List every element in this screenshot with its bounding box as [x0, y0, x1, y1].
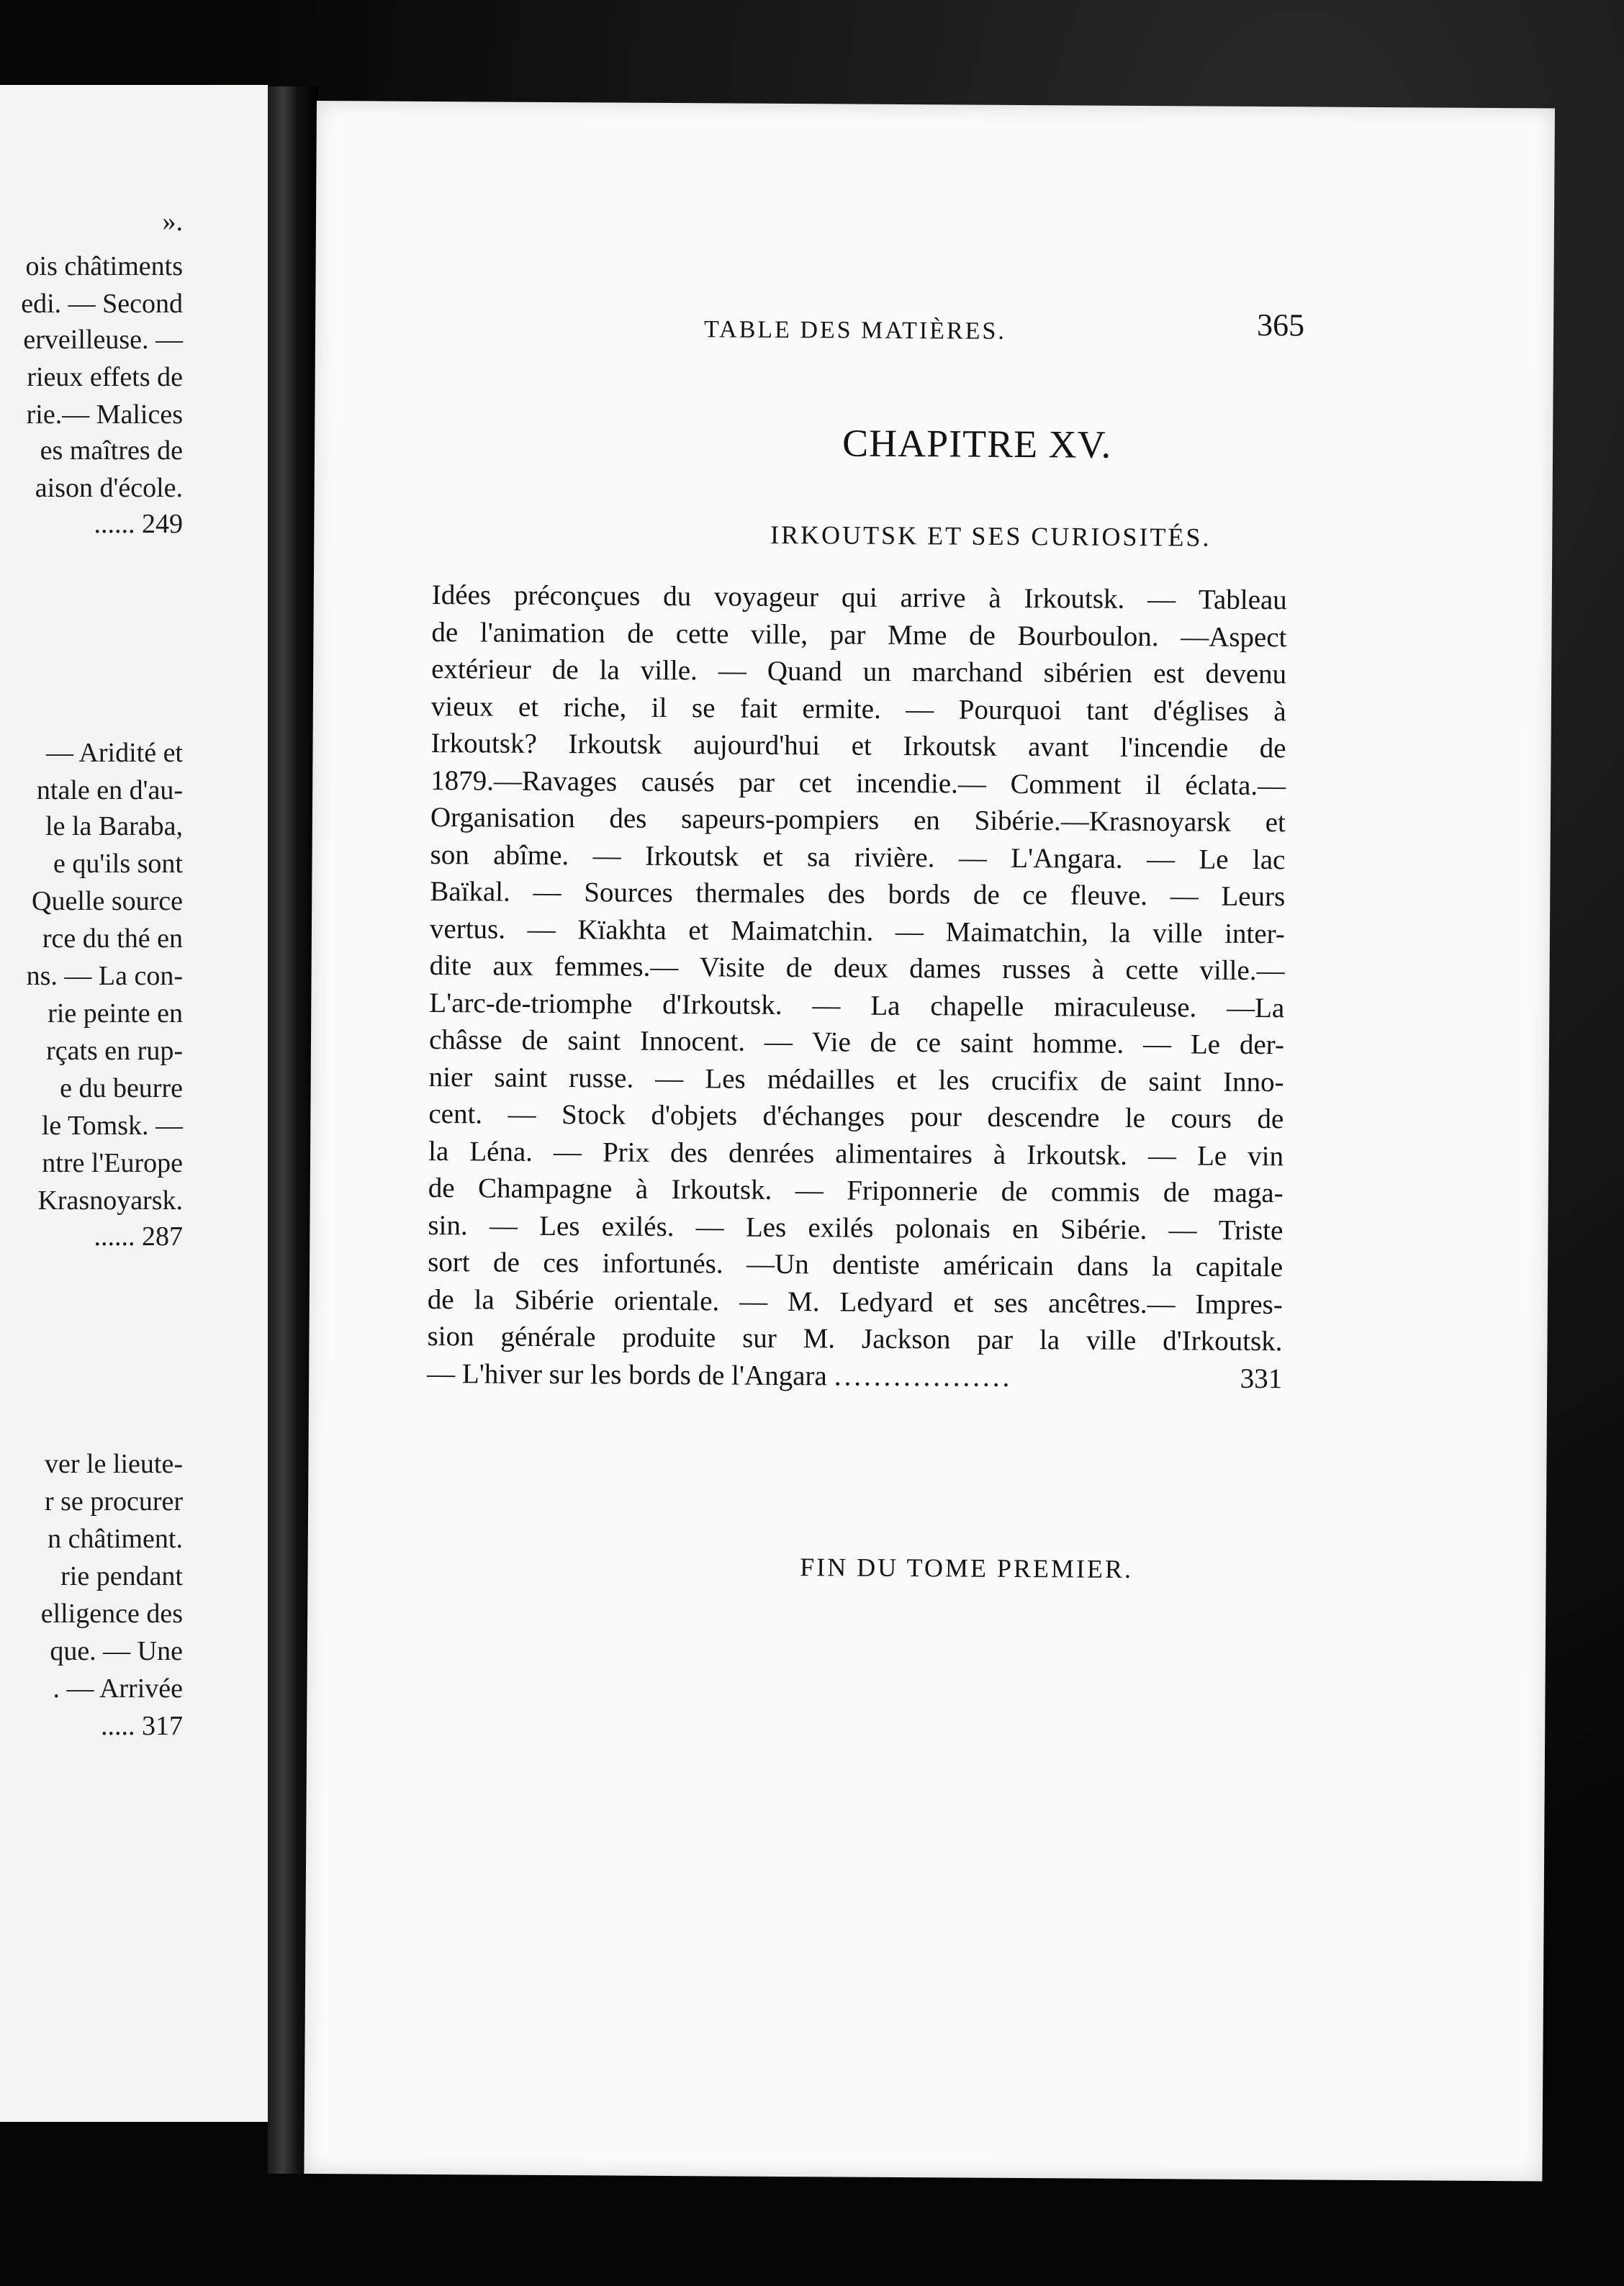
summary-word: extérieur: [431, 653, 531, 685]
summary-word: —: [508, 1098, 536, 1130]
summary-word: ermite.: [802, 692, 881, 725]
summary-word: —La: [1226, 992, 1285, 1024]
summary-word: La: [870, 990, 901, 1021]
summary-word: Les: [539, 1210, 580, 1242]
summary-word: Visite: [699, 952, 765, 983]
summary-word: Leurs: [1221, 880, 1286, 913]
summary-word: il: [1145, 769, 1161, 800]
summary-word: pour: [910, 1101, 962, 1133]
summary-word: Irkoutsk.: [1027, 1139, 1128, 1171]
page-number: 365: [1256, 307, 1305, 343]
summary-word: et: [851, 730, 872, 762]
summary-line: [428, 1095, 1284, 1138]
summary-word: Irkoutsk: [568, 728, 662, 760]
summary-word: Irkoutsk.: [671, 1174, 772, 1206]
summary-word: le: [1124, 1102, 1146, 1134]
summary-word: et: [762, 841, 783, 872]
summary-word: —: [795, 1175, 824, 1206]
summary-word: L'Angara.: [1011, 842, 1123, 875]
summary-word: chapelle: [930, 990, 1024, 1022]
summary-word: cet: [798, 767, 832, 798]
left-page-line: ns. — La con-: [26, 961, 183, 991]
leader-dots: ..................: [834, 1360, 1013, 1393]
right-page: [304, 101, 1555, 2181]
summary-word: incendie.—: [855, 767, 986, 800]
summary-word: dite: [429, 949, 472, 982]
summary-word: aujourd'hui: [693, 729, 821, 762]
summary-word: produite: [622, 1322, 716, 1354]
summary-last-text: — L'hiver sur les bords de l'Angara: [427, 1357, 827, 1391]
left-page-line: aison d'école.: [35, 473, 183, 503]
summary-word: exilés: [808, 1211, 874, 1244]
summary-word: rivière.: [854, 841, 935, 873]
summary-word: tant: [1086, 695, 1129, 726]
summary-word: capitale: [1195, 1251, 1284, 1283]
chapter-title: CHAPITRE XV.: [842, 421, 1112, 466]
summary-word: L'arc-de-triomphe: [429, 987, 633, 1020]
summary-word: cours: [1170, 1103, 1232, 1134]
left-page-line: ...... 287: [94, 1221, 183, 1252]
summary-word: avant: [1027, 731, 1089, 763]
summary-word: de: [870, 1026, 897, 1058]
summary-word: —: [1168, 1214, 1197, 1245]
summary-word: —Un: [746, 1248, 809, 1280]
summary-word: ses: [993, 1287, 1029, 1319]
summary-word: —: [533, 876, 561, 908]
summary-line: [428, 1280, 1283, 1323]
summary-word: deux: [833, 952, 888, 984]
summary-word: Kïakhta: [577, 913, 667, 946]
summary-word: Sibérie: [514, 1284, 595, 1316]
summary-word: ce: [1022, 880, 1048, 911]
left-page-line: ntale en d'au-: [36, 775, 183, 805]
summary-word: —: [695, 1211, 724, 1242]
summary-word: inter-: [1224, 918, 1285, 949]
summary-word: sin.: [428, 1209, 468, 1241]
summary-word: Bourboulon.: [1017, 620, 1159, 652]
summary-word: de: [428, 1172, 455, 1204]
summary-word: Comment: [1010, 768, 1122, 800]
summary-word: abîme.: [493, 839, 569, 871]
summary-word: des: [669, 1137, 708, 1168]
summary-word: russe.: [569, 1062, 634, 1094]
summary-word: ce: [916, 1027, 942, 1059]
summary-word: de: [427, 1283, 454, 1315]
summary-word: Prix: [602, 1136, 650, 1168]
summary-line: [428, 1244, 1283, 1286]
summary-word: Les: [705, 1062, 746, 1095]
summary-word: Innocent.: [639, 1025, 746, 1057]
summary-word: Triste: [1218, 1214, 1284, 1246]
summary-word: cette: [1125, 954, 1179, 986]
summary-word: commis: [1050, 1176, 1140, 1208]
left-page-line: rie.— Malices: [26, 399, 183, 430]
summary-word: il: [651, 692, 667, 723]
summary-word: d'objets: [651, 1099, 738, 1131]
summary-word: saint: [494, 1062, 548, 1093]
summary-word: der-: [1239, 1029, 1285, 1061]
summary-word: descendre: [987, 1101, 1100, 1134]
summary-word: sapeurs-pompiers: [681, 803, 880, 836]
summary-word: de: [551, 654, 579, 686]
summary-line: [430, 910, 1285, 952]
summary-word: de: [1163, 1177, 1190, 1208]
summary-word: riche,: [563, 691, 627, 723]
summary-word: éclata.—: [1185, 769, 1286, 801]
left-page-line: ..... 317: [101, 1711, 183, 1741]
summary-word: Les: [745, 1211, 787, 1243]
summary-word: —Aspect: [1181, 620, 1287, 653]
summary-word: d'Irkoutsk.: [1163, 1325, 1283, 1357]
left-page-line: n châtiment.: [48, 1524, 183, 1554]
left-page-line: edi. — Second: [21, 289, 183, 319]
summary-word: femmes.—: [554, 951, 679, 983]
summary-word: Baïkal.: [430, 875, 510, 908]
summary-word: Maimatchin,: [945, 916, 1088, 949]
summary-word: aux: [492, 950, 533, 982]
left-page-line: le la Baraba,: [45, 811, 183, 841]
summary-word: Le: [1199, 844, 1229, 875]
left-page-line: rie pendant: [60, 1561, 183, 1591]
summary-word: infortunés.: [602, 1247, 723, 1280]
summary-word: ancêtres.—: [1047, 1287, 1176, 1319]
summary-word: d'églises: [1153, 695, 1250, 727]
summary-word: dames: [909, 953, 981, 985]
summary-word: sur: [742, 1322, 777, 1354]
left-page-line: le Tomsk. —: [41, 1111, 183, 1141]
summary-word: américain: [942, 1250, 1054, 1282]
summary-line: [430, 725, 1286, 767]
left-page-line: Krasnoyarsk.: [37, 1185, 183, 1216]
summary-line: [429, 984, 1284, 1026]
summary-word: —: [718, 655, 746, 687]
summary-word: de: [1259, 733, 1286, 764]
summary-word: Irkoutsk: [644, 840, 739, 872]
summary-line: [431, 613, 1286, 656]
summary-word: —: [906, 693, 934, 725]
summary-word: de: [431, 616, 459, 648]
left-page-line: erveilleuse. —: [23, 325, 183, 355]
summary-word: la: [1152, 1251, 1173, 1283]
summary-word: vertus.: [429, 913, 506, 945]
summary-word: de: [968, 620, 996, 651]
summary-word: générale: [500, 1321, 596, 1353]
left-page-line: e du beurre: [60, 1073, 183, 1103]
left-page: [0, 85, 268, 2122]
summary-word: —: [764, 1026, 793, 1058]
summary-word: d'Irkoutsk.: [662, 988, 782, 1021]
summary-word: fleuve.: [1070, 880, 1148, 912]
summary-last-line: [427, 1355, 1282, 1397]
summary-word: de: [1001, 1175, 1028, 1208]
summary-word: de: [1257, 1103, 1284, 1135]
toc-page-number: 331: [1240, 1363, 1283, 1394]
summary-word: alimentaires: [835, 1137, 973, 1170]
summary-word: thermales: [695, 877, 806, 910]
summary-word: saint: [567, 1025, 621, 1057]
summary-word: M.: [788, 1286, 820, 1317]
summary-word: —: [553, 1136, 582, 1167]
summary-word: marchand: [911, 656, 1023, 689]
summary-word: miraculeuse.: [1053, 990, 1197, 1023]
left-page-line: rce du thé en: [42, 923, 183, 954]
summary-word: d'échanges: [762, 1100, 885, 1132]
summary-word: Inno-: [1222, 1066, 1284, 1098]
summary-word: un: [862, 656, 892, 687]
summary-word: M.: [803, 1323, 836, 1355]
summary-word: et: [518, 691, 539, 723]
left-page-line: r se procurer: [44, 1486, 183, 1517]
left-page-line: ois châtiments: [25, 251, 183, 281]
summary-line: [431, 651, 1286, 693]
summary-word: —: [739, 1286, 768, 1317]
left-page-line: . — Arrivée: [53, 1673, 183, 1704]
left-page-line: elligence des: [40, 1599, 183, 1629]
summary-word: médailles: [767, 1063, 875, 1095]
left-page-line: Quelle source: [32, 886, 183, 916]
summary-word: —: [1147, 584, 1176, 615]
left-page-line: rçats en rup-: [46, 1036, 183, 1066]
summary-word: —: [489, 1209, 518, 1242]
summary-word: de: [521, 1024, 549, 1056]
summary-word: de: [785, 952, 813, 984]
summary-word: Irkoutsk.: [1024, 583, 1125, 615]
summary-word: par: [829, 618, 866, 651]
summary-word: homme.: [1032, 1028, 1124, 1060]
summary-word: la: [428, 1135, 449, 1167]
summary-word: est: [1153, 658, 1185, 690]
summary-line: [430, 762, 1286, 804]
summary-word: denrées: [728, 1137, 815, 1169]
summary-word: châsse: [428, 1024, 502, 1056]
summary-word: la: [1039, 1324, 1060, 1356]
summary-word: Champagne: [477, 1173, 613, 1205]
summary-word: —: [812, 989, 841, 1021]
scan-bottom-edge: [0, 2188, 1624, 2286]
summary-word: la: [474, 1283, 495, 1316]
summary-word: la: [599, 654, 620, 686]
summary-line: [430, 799, 1286, 841]
left-page-line: es maîtres de: [40, 435, 183, 466]
summary-word: l'animation: [479, 616, 605, 649]
summary-word: voyageur: [713, 581, 819, 613]
summary-word: devenu: [1205, 658, 1287, 690]
summary-word: —: [1170, 880, 1199, 912]
summary-word: de: [973, 879, 1000, 911]
summary-word: à: [993, 1139, 1006, 1170]
summary-word: Jackson: [861, 1323, 951, 1355]
running-head: TABLE DES MATIÈRES.: [703, 316, 1006, 345]
summary-word: à: [635, 1173, 649, 1205]
summary-word: Maimatchin.: [731, 915, 874, 947]
summary-line: [427, 1318, 1282, 1360]
summary-word: fait: [739, 692, 778, 724]
summary-line: [428, 1206, 1283, 1249]
summary-word: —: [895, 916, 924, 947]
summary-word: à: [988, 582, 1001, 614]
summary-word: —: [527, 913, 556, 945]
summary-line: [432, 577, 1287, 619]
summary-line: [428, 1132, 1284, 1175]
summary-word: russes: [1002, 953, 1071, 985]
summary-line: [428, 1170, 1284, 1212]
summary-word: polonais: [895, 1212, 991, 1244]
summary-word: exilés.: [601, 1210, 675, 1242]
summary-line: [431, 687, 1286, 730]
summary-word: à: [1091, 954, 1105, 985]
summary-word: Le: [1190, 1029, 1221, 1060]
summary-line: [429, 1058, 1284, 1101]
summary-word: se: [691, 692, 716, 723]
left-page-line: ».: [162, 207, 183, 237]
summary-word: et: [688, 914, 709, 946]
summary-word: par: [977, 1324, 1014, 1355]
summary-word: —: [1147, 1139, 1177, 1171]
summary-word: Le: [1196, 1139, 1227, 1172]
summary-word: la: [1110, 917, 1131, 949]
summary-word: maga-: [1213, 1177, 1284, 1209]
summary-word: bords: [888, 878, 951, 911]
chapter-summary: [427, 577, 1287, 1397]
summary-word: saint: [1148, 1065, 1202, 1098]
summary-word: causés: [641, 766, 715, 798]
summary-word: —: [1146, 843, 1176, 875]
summary-word: ces: [543, 1247, 579, 1279]
left-page-line: ver le lieute-: [44, 1449, 183, 1479]
summary-word: Friponnerie: [847, 1175, 978, 1207]
summary-word: sion: [427, 1320, 474, 1352]
summary-word: de: [492, 1247, 520, 1278]
summary-word: ville,: [750, 618, 808, 650]
summary-word: Quand: [767, 655, 842, 687]
left-page-line: e qu'ils sont: [53, 849, 183, 879]
summary-word: Pourquoi: [958, 693, 1062, 726]
summary-word: du: [663, 580, 692, 613]
summary-word: sa: [806, 841, 831, 872]
summary-word: Stock: [561, 1099, 626, 1131]
end-of-volume: FIN DU TOME PREMIER.: [800, 1553, 1134, 1584]
summary-word: Impres-: [1195, 1288, 1283, 1320]
summary-word: Organisation: [430, 801, 575, 834]
left-page-line: — Aridité et: [46, 738, 183, 768]
summary-word: Sibérie.—Krasnoyarsk: [974, 805, 1232, 838]
summary-word: Vie: [811, 1026, 851, 1058]
summary-word: de: [627, 618, 654, 649]
summary-word: des: [609, 803, 647, 834]
summary-word: ville: [1152, 917, 1203, 949]
summary-line: [430, 836, 1285, 878]
summary-word: par: [739, 767, 775, 798]
left-page-line: ...... 249: [94, 509, 183, 539]
summary-line: [430, 947, 1285, 990]
summary-word: cette: [675, 618, 729, 650]
summary-word: Tableau: [1198, 584, 1287, 616]
summary-word: en: [1011, 1213, 1039, 1244]
summary-word: nier: [428, 1061, 473, 1093]
summary-word: préconçues: [513, 579, 641, 612]
chapter-subtitle: IRKOUTSK ET SES CURIOSITÉS.: [770, 520, 1212, 552]
summary-word: 1879.—Ravages: [430, 764, 618, 798]
summary-word: Ledyard: [839, 1286, 934, 1318]
summary-word: ville: [1086, 1324, 1137, 1356]
summary-word: lac: [1252, 844, 1286, 875]
summary-word: sibérien: [1043, 657, 1133, 689]
summary-word: —: [655, 1062, 684, 1094]
summary-word: Idées: [431, 579, 492, 611]
summary-word: Mme: [887, 619, 947, 651]
left-page-line: ntre l'Europe: [42, 1148, 183, 1178]
summary-line: [430, 873, 1285, 916]
left-page-line: que. — Une: [50, 1636, 183, 1666]
summary-word: en: [913, 805, 940, 836]
summary-word: —: [958, 841, 987, 874]
left-page-line: rie peinte en: [48, 998, 183, 1029]
summary-word: l'incendie: [1119, 731, 1229, 764]
summary-word: les: [938, 1064, 970, 1096]
summary-word: des: [827, 878, 865, 910]
summary-word: et: [896, 1064, 917, 1095]
summary-word: Sibérie.: [1060, 1213, 1147, 1245]
summary-word: Sources: [584, 877, 673, 909]
summary-line: [429, 1021, 1284, 1064]
summary-word: qui: [841, 582, 878, 613]
summary-word: arrive: [900, 582, 966, 614]
summary-word: dentiste: [832, 1249, 920, 1281]
summary-word: sort: [428, 1246, 470, 1278]
summary-word: dans: [1077, 1250, 1129, 1282]
summary-word: Irkoutsk: [903, 730, 997, 762]
left-page-line: rieux effets de: [27, 362, 183, 392]
summary-word: vieux: [430, 690, 494, 723]
summary-word: ville.—: [1199, 954, 1285, 987]
summary-word: —: [592, 839, 621, 872]
summary-word: Irkoutsk?: [430, 727, 537, 759]
summary-word: saint: [960, 1027, 1014, 1059]
summary-word: —: [1142, 1029, 1172, 1060]
summary-word: de: [1100, 1065, 1127, 1097]
summary-word: Léna.: [469, 1135, 533, 1167]
summary-word: son: [430, 839, 469, 870]
summary-word: vin: [1248, 1140, 1284, 1172]
summary-word: ville.: [640, 654, 698, 687]
summary-word: et: [1265, 807, 1286, 839]
summary-word: cent.: [428, 1098, 483, 1130]
summary-word: à: [1273, 695, 1286, 727]
summary-word: et: [953, 1286, 974, 1319]
summary-word: crucifix: [991, 1065, 1079, 1096]
summary-word: orientale.: [613, 1285, 720, 1316]
